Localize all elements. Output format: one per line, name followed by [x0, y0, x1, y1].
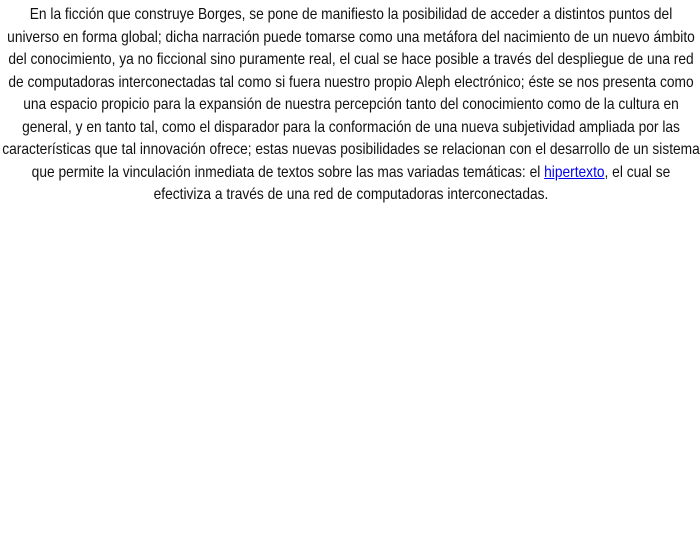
paragraph-text-before-link: En la ficción que construye Borges, se pone de manifiesto la posibilidad de acceder a distintos puntos del universo en forma global; dicha narración puede tomarse como una metáfora del nacimiento de un nuevo ámbito del conocimiento, ya no ficcional sino puramente real, el cual se hace posible a través del despliegue de una red de computadoras interconectadas tal como si fuera nuestro propio Aleph electrónico; éste se nos presenta como una espacio propicio para la expansión de nuestra percepción tanto del conocimiento como de la cultura en general, y en tanto tal, como el disparador para la conformación de una nueva subjetividad ampliada por las características que tal innovación ofrece; estas nuevas posibilidades se relacionan con el desarrollo de un sistema que permite la vinculación inmediata de textos sobre las mas variadas temáticas: el [2, 6, 700, 181]
body-paragraph [2, 4, 700, 207]
hipertexto-link[interactable]: hipertexto [544, 163, 605, 181]
paragraph-text-after-link: , el cual se efectiviza a través de una red de computadoras interconectadas. [153, 163, 671, 203]
